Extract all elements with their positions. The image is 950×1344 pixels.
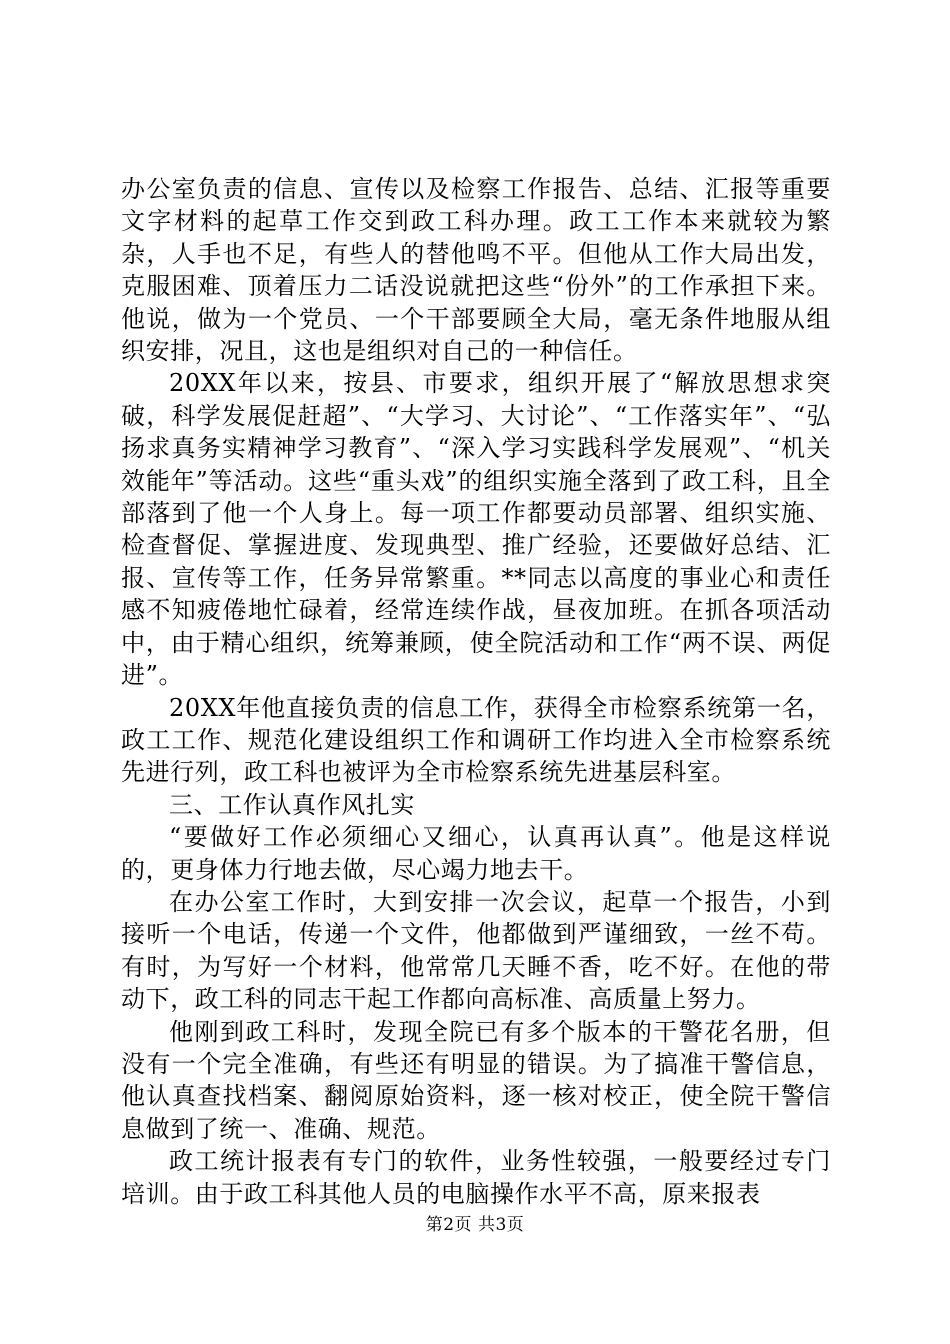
section-heading: 三、工作认真作风扎实 [169,790,415,819]
paragraph-4: “要做好工作必须细心又细心，认真再认真”。他是这样说的，更身体力行地去做，尽心竭力地去干。 [121,823,831,884]
paragraph-1: 办公室负责的信息、宣传以及检察工作报告、总结、汇报等重要文字材料的起草工作交到政工科办理。政工工作本来就较为繁杂，人手也不足，有些人的替他鸣不平。但他从工作大局出发，克服困难、顶着压力二话没说就把这些“份外”的工作承担下来。他说，做为一个党员、一个干部要顾全大局，毫无条件地服从组织安排，况且，这也是组织对自己的一种信任。 [121,175,831,366]
document-body [121,173,831,1210]
paragraph-2: 20XX年以来，按县、市要求，组织开展了“解放思想求突破，科学发展促赶超”、“大学习、大讨论”、“工作落实年”、“弘扬求真务实精神学习教育”、“深入学习实践科学发展观”、“机关效能年”等活动。这些“重头戏”的组织实施全落到了政工科，且全部落到了他一个人身上。每一项工作都要动员部署、组织实施、检查督促、掌握进度、发现典型、推广经验，还要做好总结、汇报、宣传等工作，任务异常繁重。**同志以高度的事业心和责任感不知疲倦地忙碌着，经常连续作战，昼夜加班。在抓各项活动中，由于精心组织，统筹兼顾，使全院活动和工作“两不误、两促进”。 [121,369,831,690]
paragraph-6: 他刚到政工科时，发现全院已有多个版本的干警花名册，但没有一个完全准确，有些还有明显的错误。为了搞准干警信息，他认真查找档案、翻阅原始资料，逐一核对校正，使全院干警信息做到了统一、准确、规范。 [121,1017,831,1143]
page-footer: 第2页 共3页 [425,1215,525,1235]
paragraph-5: 在办公室工作时，大到安排一次会议，起草一个报告，小到接听一个电话，传递一个文件，他都做到严谨细致，一丝不苟。有时，为写好一个材料，他常常几天睡不香，吃不好。在他的带动下，政工科的同志干起工作都向高标准、高质量上努力。 [121,887,831,1014]
paragraph-3: 20XX年他直接负责的信息工作，获得全市检察系统第一名，政工工作、规范化建设组织工作和调研工作均进入全市检察系统先进行列，政工科也被评为全市检察系统先进基层科室。 [121,693,831,787]
paragraph-7: 政工统计报表有专门的软件，业务性较强，一般要经过专门培训。由于政工科其他人员的电脑操作水平不高，原来报表 [121,1147,831,1208]
